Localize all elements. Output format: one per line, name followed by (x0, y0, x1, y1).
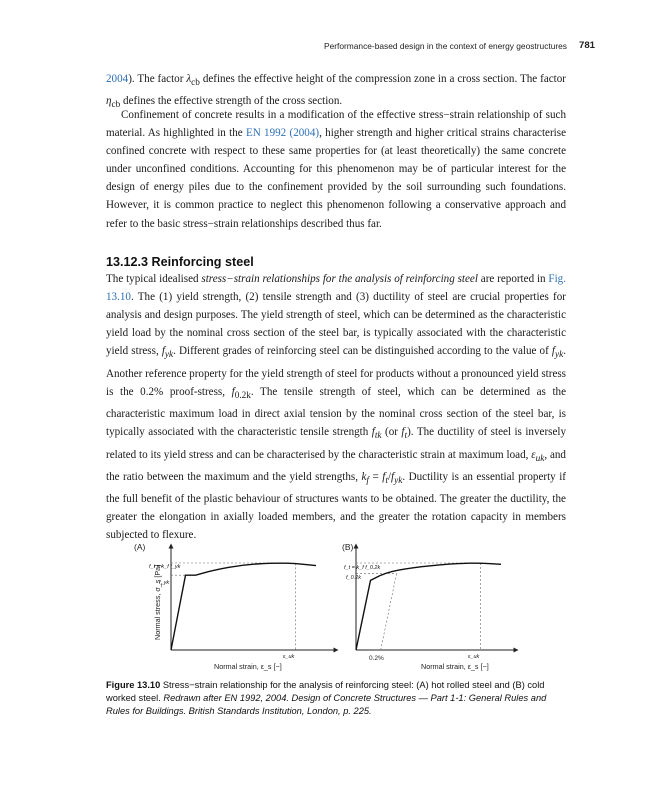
text: are reported in (477, 273, 549, 285)
paragraph-2 (106, 106, 566, 233)
panel-b-euk-label: ε_uk (468, 654, 480, 660)
math-op: = (369, 470, 383, 483)
math-sub: t (385, 476, 388, 487)
text: defines the effective strength of the cross section. (120, 95, 343, 108)
math-sub: yk (164, 350, 174, 361)
text: (or (381, 426, 402, 439)
panel-a-x-label: Normal strain, ε_s [−] (214, 662, 282, 671)
panel-a-ft-label: f_t = k_f f_yk (149, 564, 181, 570)
panel-a-fy-label: f_yk (159, 580, 170, 586)
text: ). The factor (128, 73, 187, 85)
text: defines the effective height of the compression zone in a cross section. The factor (199, 73, 567, 85)
caption-label: Figure 13.10 (106, 680, 161, 690)
math-sub: tk (374, 431, 382, 442)
panel-a-label: (A) (134, 542, 146, 552)
math-sub: f (366, 476, 369, 487)
math: f (371, 426, 375, 439)
caption-text: Stress−strain relationship for the analysis of reinforcing steel: (A) hot rolled steel and (B) cold worked steel. (106, 680, 545, 704)
math: f (161, 345, 165, 358)
section-number: 13.12.3 (106, 255, 149, 269)
section-heading (106, 255, 254, 269)
en-1992-link[interactable]: EN 1992 (2004) (245, 127, 320, 140)
text: . The tensile strength of steel, which can be determined as the characteristic maximum load in direct axial tension by the nominal cross section of the steel bar, is typically associated with the characteristic tensile strength (106, 385, 566, 439)
panel-a-euk-label: ε_uk (283, 654, 295, 660)
section-title: Reinforcing steel (151, 255, 254, 269)
text: . Different grades of reinforcing steel can be distinguished according to the value of (173, 345, 552, 358)
math: f (391, 470, 395, 483)
math: f (231, 385, 235, 398)
math: ε (531, 448, 536, 461)
text: . The (1) yield strength, (2) tensile strength and (3) ductility of steel are crucial properties for analysis and design purposes. The yield strength of steel, which can be determined as the characteristic yield load by the nominal cross section of the steel bar, is typically associated with the characteristic yield stress, (106, 291, 566, 358)
panel-b-label: (B) (342, 542, 354, 552)
citation-link[interactable]: 2004 (106, 73, 129, 85)
math-sub: yk (394, 476, 403, 487)
panel-a-curve (171, 563, 316, 650)
math-op: / (387, 470, 392, 483)
math: k (361, 470, 367, 483)
text: , higher strength and higher critical strains characterise confined concrete with respect to these same properties for (at least theoretically) the same concrete under unconfined conditions. Accounting for this phenomenon may be of particular interest for the design of energy piles due to the confinement provided by the soil surrounding such foundations. However, it is common practice to neglect this phenomenon following a conservative approach and refer to the basic stress−strain relationships described thus far. (106, 127, 566, 230)
math: f (382, 470, 386, 483)
figure-link[interactable]: Fig. 13.10 (106, 273, 566, 304)
text: ). The ductility of steel is inversely related to its yield stress and can be characterised by the characteristic strain at maximum load, (106, 426, 567, 461)
panel-b-f02-label: f_0.2k (346, 575, 361, 581)
running-head: Performance-based design in the context of energy geostructures (323, 41, 567, 51)
y-axis-label: Normal stress, σ_s [Pa] (153, 564, 162, 640)
math: f (401, 426, 405, 439)
subscript: cb (191, 78, 200, 89)
page-number: 781 (579, 40, 596, 51)
math-sub: t (404, 431, 408, 442)
text: . Another reference property for the yield strength of steel for products without a pronounced yield stress is the 0.2% proof-stress, (106, 345, 567, 398)
math-sub: uk (535, 453, 545, 464)
symbol: λ (186, 73, 192, 85)
stress-strain-figure (106, 538, 566, 674)
figure-caption (106, 679, 566, 719)
text: . Ductility is an essential property if the full benefit of the plastic behaviour of structures wants to be obtained. The greater the ductility, the greater the elongation in axially loaded members, and the greater the rotation capacity in members subjected to flexure. (106, 470, 566, 542)
panel-b-x-label: Normal strain, ε_s [−] (421, 662, 489, 671)
panel-b-ft-label: f_t = k_f f_0.2k (344, 565, 381, 571)
text: , and the ratio between the maximum and the yield strengths, (106, 448, 566, 483)
text: The typical idealised (106, 273, 202, 285)
subscript: cb (111, 100, 121, 111)
math-sub: 0.2k (234, 391, 251, 401)
panel-b-offset-line (381, 573, 397, 650)
caption-source: Redrawn after EN 1992, 2004. Design of Concrete Structures — Part 1-1: General Rules and Rules for Buildings. British Standards Institution, London, p. 225. (106, 693, 547, 717)
panel-b-02-label: 0.2% (369, 655, 384, 662)
emphasis: stress−strain relationships for the analysis of reinforcing steel (201, 273, 478, 285)
math-sub: yk (555, 350, 564, 361)
panel-b-curve (356, 563, 501, 650)
paragraph-3 (106, 270, 566, 544)
figure-13-10 (106, 538, 566, 674)
text: Confinement of concrete results in a modification of the effective stress−strain relationship of such material. As highlighted in the (106, 109, 566, 140)
math: f (551, 345, 556, 358)
symbol: η (106, 95, 112, 108)
